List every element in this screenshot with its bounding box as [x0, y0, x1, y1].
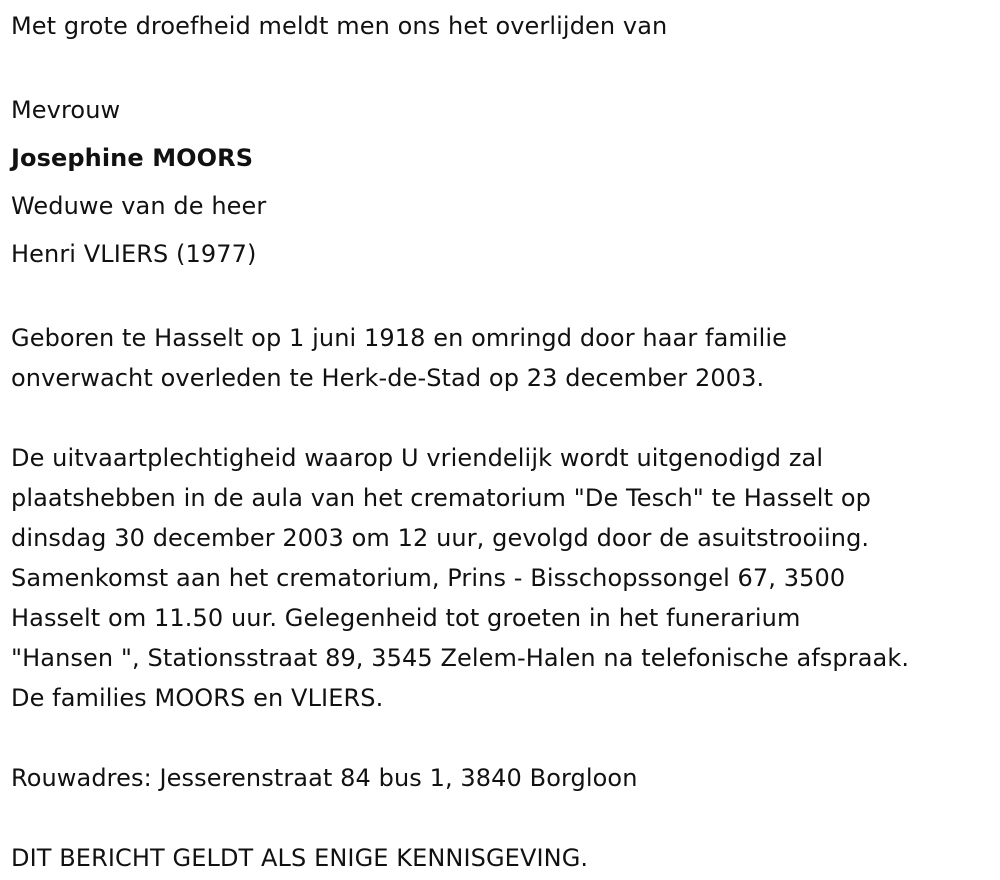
- paragraph-line: Samenkomst aan het crematorium, Prins - Bisschopssongel 67, 3500: [11, 564, 846, 592]
- paragraph-line: plaatshebben in de aula van het crematorium "De Tesch" te Hasselt op: [11, 484, 871, 512]
- paragraph-line: De uitvaartplechtigheid waarop U vriendelijk wordt uitgenodigd zal: [11, 444, 824, 472]
- widow-of-line: Weduwe van de heer: [11, 192, 267, 220]
- deceased-name: Josephine MOORS: [11, 144, 254, 172]
- spacer: [11, 46, 1000, 86]
- salutation: Mevrouw: [11, 96, 121, 124]
- paragraph-line: Hasselt om 11.50 uur. Gelegenheid tot groeten in het funerarium: [11, 604, 801, 632]
- paragraph-line: Geboren te Hasselt op 1 juni 1918 en omringd door haar familie: [11, 324, 788, 352]
- mourning-address: Rouwadres: Jesserenstraat 84 bus 1, 3840 Borgloon: [11, 764, 638, 792]
- husband-name: Henri VLIERS (1977): [11, 240, 257, 268]
- paragraph-line: onverwacht overleden te Herk-de-Stad op 23 december 2003.: [11, 364, 765, 392]
- paragraph-line: dinsdag 30 december 2003 om 12 uur, gevolgd door de asuitstrooiing.: [11, 524, 870, 552]
- paragraph-line: "Hansen ", Stationsstraat 89, 3545 Zelem-Halen na telefonische afspraak.: [11, 644, 910, 672]
- ceremony-paragraph: [11, 438, 1000, 718]
- spacer: [11, 718, 1000, 758]
- spacer: [11, 398, 1000, 438]
- deceased-block: [11, 86, 1000, 278]
- spacer: [11, 278, 1000, 318]
- spacer: [11, 798, 1000, 838]
- closing-statement: DIT BERICHT GELDT ALS ENIGE KENNISGEVING.: [11, 844, 589, 872]
- families-line: De families MOORS en VLIERS.: [11, 684, 384, 712]
- birth-death-paragraph: [11, 318, 1000, 398]
- intro-text: Met grote droefheid meldt men ons het overlijden van: [11, 12, 668, 40]
